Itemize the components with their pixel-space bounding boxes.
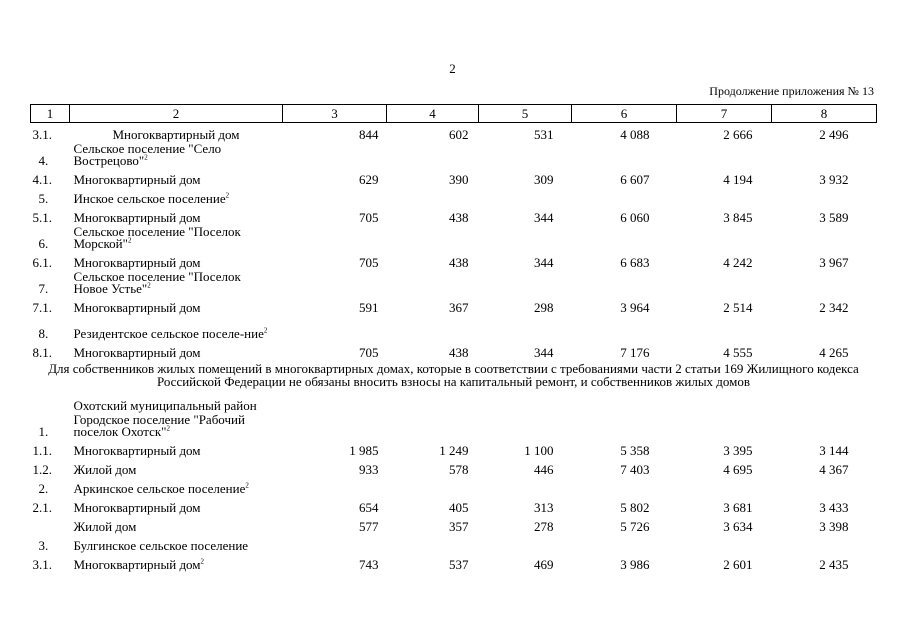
row-name	[70, 315, 283, 341]
row-number	[31, 515, 70, 534]
value-cell-col-4	[387, 477, 479, 496]
value-cell-col-6	[572, 225, 677, 251]
value-cell-col-8: 2 496	[819, 126, 849, 142]
row-name	[70, 341, 283, 360]
row-number: 3.	[38, 537, 49, 553]
value-cell-col-5	[479, 413, 572, 439]
value-cell-col-3	[283, 413, 387, 439]
row-name	[70, 142, 283, 168]
table-row	[31, 315, 877, 341]
value-cell-col-4	[387, 394, 479, 413]
value-cell-col-3	[283, 142, 387, 168]
footnote-marker: 2	[147, 281, 151, 290]
row-name	[70, 394, 283, 413]
row-name-text: Многоквартирный дом	[73, 299, 201, 315]
table-row	[31, 553, 877, 572]
row-number: 1.1.	[32, 442, 52, 458]
row-name-text: Сельское поселение "Село Вострецово"$^2$	[73, 140, 222, 168]
row-number: 6.	[38, 235, 49, 251]
value-cell-col-7: 4 695	[723, 461, 753, 477]
value-cell-col-3	[283, 187, 387, 206]
value-cell-col-5	[479, 315, 572, 341]
value-cell-col-7: 3 845	[723, 209, 753, 225]
row-name	[70, 168, 283, 187]
row-name	[70, 270, 283, 296]
row-name-text: Аркинское сельское поселение	[73, 480, 246, 496]
row-name	[70, 296, 283, 315]
row-name	[70, 187, 283, 206]
value-cell-col-4: 1 249	[439, 442, 469, 458]
value-cell-col-4: 537	[449, 556, 469, 572]
row-name-text: Многоквартирный дом	[73, 171, 201, 187]
table-row	[31, 515, 877, 534]
row-name	[70, 123, 283, 142]
value-cell-col-8: 4 367	[819, 461, 849, 477]
row-number: 4.1.	[32, 171, 52, 187]
footnote-marker: 2	[200, 557, 205, 566]
value-cell-col-6	[572, 315, 677, 341]
value-cell-col-3: 705	[359, 344, 379, 360]
value-cell-col-8: 4 265	[819, 344, 849, 360]
value-cell-col-8: 2 435	[819, 556, 849, 572]
value-cell-col-6: 3 986	[620, 556, 650, 572]
value-cell-col-8	[772, 315, 877, 341]
value-cell-col-8: 3 967	[819, 254, 849, 270]
value-cell-col-7	[677, 394, 772, 413]
value-cell-col-6: 6 060	[620, 209, 650, 225]
column-header: 8	[772, 105, 877, 123]
column-header: 1	[31, 105, 70, 123]
value-cell-col-5	[479, 394, 572, 413]
value-cell-col-8: 3 398	[819, 518, 849, 534]
row-name-text: Многоквартирный дом	[73, 254, 201, 270]
row-number	[31, 394, 70, 413]
table-row	[31, 168, 877, 187]
value-cell-col-7: 4 194	[723, 171, 753, 187]
value-cell-col-8	[772, 534, 877, 553]
row-number: 5.1.	[32, 209, 52, 225]
row-name-text: Многоквартирный дом	[73, 209, 201, 225]
value-cell-col-5	[479, 477, 572, 496]
value-cell-col-7: 3 681	[723, 499, 753, 515]
value-cell-col-7	[677, 187, 772, 206]
value-cell-col-6	[572, 270, 677, 296]
value-cell-col-5: 344	[534, 209, 554, 225]
value-cell-col-3	[283, 394, 387, 413]
table-row	[31, 225, 877, 251]
value-cell-col-8	[772, 142, 877, 168]
row-number: 8.1.	[32, 344, 52, 360]
value-cell-col-6: 7 403	[620, 461, 650, 477]
column-header: 7	[677, 105, 772, 123]
row-number: 1.2.	[32, 461, 52, 477]
row-name	[70, 553, 283, 572]
value-cell-col-3	[283, 225, 387, 251]
value-cell-col-7: 2 514	[723, 299, 753, 315]
value-cell-col-3	[283, 534, 387, 553]
value-cell-col-5: 469	[534, 556, 554, 572]
row-name	[70, 534, 283, 553]
value-cell-col-6	[572, 394, 677, 413]
value-cell-col-6	[572, 477, 677, 496]
footnote-marker: 2	[263, 326, 268, 335]
row-name	[70, 515, 283, 534]
row-name-text: Резидентское сельское поселе-ние$^2$	[73, 325, 268, 341]
row-name	[70, 439, 283, 458]
value-cell-col-4: 438	[449, 209, 469, 225]
table-body-owners	[31, 394, 877, 572]
row-name-text: Многоквартирный дом	[73, 556, 201, 572]
row-number: 1.	[38, 423, 49, 439]
value-cell-col-4: 390	[449, 171, 469, 187]
row-name	[70, 413, 283, 439]
column-header: 3	[283, 105, 387, 123]
value-cell-col-3: 933	[359, 461, 379, 477]
value-cell-col-8	[772, 477, 877, 496]
row-name-text: Многоквартирный дом	[112, 126, 240, 142]
row-name	[70, 225, 283, 251]
row-number: 2.1.	[32, 499, 52, 515]
table-row	[31, 496, 877, 515]
value-cell-col-6	[572, 534, 677, 553]
value-cell-col-5	[479, 142, 572, 168]
value-cell-col-5: 344	[534, 254, 554, 270]
page-number: 2	[449, 61, 456, 76]
value-cell-col-7	[677, 315, 772, 341]
value-cell-col-7: 2 666	[723, 126, 753, 142]
row-number: 8.	[38, 325, 49, 341]
table-row	[31, 187, 877, 206]
column-header: 5	[479, 105, 572, 123]
row-name-text: Сельское поселение "Поселок Морской"$^2$	[73, 223, 241, 251]
value-cell-col-7	[677, 225, 772, 251]
value-cell-col-5: 313	[534, 499, 554, 515]
footnote-marker: 2	[166, 424, 170, 433]
value-cell-col-5: 278	[534, 518, 554, 534]
row-number: 6.1.	[32, 254, 52, 270]
table-row	[31, 251, 877, 270]
value-cell-col-3: 629	[359, 171, 379, 187]
table-row	[31, 394, 877, 413]
value-cell-col-8	[772, 225, 877, 251]
value-cell-col-7	[677, 477, 772, 496]
row-name-text: Многоквартирный дом	[73, 499, 201, 515]
table-row	[31, 477, 877, 496]
value-cell-col-6: 7 176	[620, 344, 650, 360]
table-row	[31, 123, 877, 142]
row-name-text: Охотский муниципальный район	[73, 397, 257, 413]
value-cell-col-8	[772, 270, 877, 296]
value-cell-col-6	[572, 187, 677, 206]
value-cell-col-4: 438	[449, 344, 469, 360]
value-cell-col-3: 743	[359, 556, 379, 572]
table-row	[31, 534, 877, 553]
value-cell-col-5: 1 100	[524, 442, 554, 458]
value-cell-col-8	[772, 413, 877, 439]
value-cell-col-3: 591	[359, 299, 379, 315]
footnote-marker: 2	[225, 191, 230, 200]
value-cell-col-4	[387, 413, 479, 439]
table-row	[31, 341, 877, 360]
row-number: 7.1.	[32, 299, 52, 315]
value-cell-col-3: 705	[359, 254, 379, 270]
footnote-marker: 2	[144, 153, 148, 162]
value-cell-col-4: 357	[449, 518, 469, 534]
value-cell-col-8: 3 433	[819, 499, 849, 515]
value-cell-col-5	[479, 534, 572, 553]
row-number: 3.1.	[32, 556, 52, 572]
value-cell-col-8	[772, 394, 877, 413]
value-cell-col-5: 531	[534, 126, 554, 142]
row-name	[70, 206, 283, 225]
row-number: 3.1.	[32, 126, 52, 142]
value-cell-col-6	[572, 413, 677, 439]
table-note-section	[31, 360, 877, 394]
row-name	[70, 477, 283, 496]
value-cell-col-3: 577	[359, 518, 379, 534]
value-cell-col-3	[283, 477, 387, 496]
value-cell-col-5: 309	[534, 171, 554, 187]
value-cell-col-6	[572, 142, 677, 168]
row-name	[70, 458, 283, 477]
row-name-text: Сельское поселение "Поселок Новое Устье"$^2$	[73, 268, 241, 296]
value-cell-col-5	[479, 270, 572, 296]
column-number-header-row	[31, 105, 877, 123]
table-row	[31, 142, 877, 168]
row-name-text: Многоквартирный дом	[73, 344, 201, 360]
value-cell-col-8: 3 144	[819, 442, 849, 458]
value-cell-col-7	[677, 142, 772, 168]
footnote-marker: 2	[127, 236, 132, 245]
row-name-text: Булгинское сельское поселение	[73, 537, 249, 553]
row-name-text: Многоквартирный дом	[73, 442, 201, 458]
value-cell-col-3	[283, 270, 387, 296]
row-name	[70, 251, 283, 270]
value-cell-col-3	[283, 315, 387, 341]
value-cell-col-4: 578	[449, 461, 469, 477]
value-cell-col-7: 2 601	[723, 556, 753, 572]
value-cell-col-4: 405	[449, 499, 469, 515]
value-cell-col-4: 367	[449, 299, 469, 315]
value-cell-col-3: 654	[359, 499, 379, 515]
value-cell-col-6: 5 358	[620, 442, 650, 458]
value-cell-col-7	[677, 270, 772, 296]
footnote-marker: 2	[245, 481, 249, 490]
value-cell-col-7: 3 395	[723, 442, 753, 458]
value-cell-col-5: 446	[534, 461, 554, 477]
tariff-table	[30, 104, 877, 572]
value-cell-col-4: 438	[449, 254, 469, 270]
value-cell-col-6: 5 726	[620, 518, 650, 534]
value-cell-col-3: 705	[359, 209, 379, 225]
value-cell-col-7	[677, 413, 772, 439]
value-cell-col-4	[387, 534, 479, 553]
value-cell-col-4	[387, 225, 479, 251]
row-name-text: Жилой дом	[73, 461, 137, 477]
table-note: Для собственников жилых помещений в многоквартирных домах, которые в соответствии с требованиями части 2 статьи 169 Жилищного кодекса Российской Федерации не обязаны вносить взносы на капитальный ремонт, и собственников жилых домов	[48, 360, 859, 389]
value-cell-col-6: 6 607	[620, 171, 650, 187]
row-name-text: Городское поселение "Рабочий поселок Охотск"$^2$	[73, 411, 245, 439]
table-row	[31, 296, 877, 315]
value-cell-col-4	[387, 142, 479, 168]
value-cell-col-5	[479, 187, 572, 206]
table-row	[31, 206, 877, 225]
value-cell-col-5: 298	[534, 299, 554, 315]
value-cell-col-5: 344	[534, 344, 554, 360]
column-header: 6	[572, 105, 677, 123]
table-row	[31, 413, 877, 439]
row-number: 7.	[38, 280, 49, 296]
value-cell-col-6: 6 683	[620, 254, 650, 270]
value-cell-col-6: 3 964	[620, 299, 650, 315]
column-header: 4	[387, 105, 479, 123]
value-cell-col-8	[772, 187, 877, 206]
table-row	[31, 439, 877, 458]
column-header: 2	[70, 105, 283, 123]
value-cell-col-3: 1 985	[349, 442, 379, 458]
value-cell-col-5	[479, 225, 572, 251]
value-cell-col-3: 844	[359, 126, 379, 142]
value-cell-col-7: 4 555	[723, 344, 753, 360]
value-cell-col-8: 3 589	[819, 209, 849, 225]
table-body-main	[31, 123, 877, 360]
value-cell-col-6: 5 802	[620, 499, 650, 515]
row-number: 2.	[38, 480, 49, 496]
row-name-text: Инское сельское поселение	[73, 190, 226, 206]
row-number: 4.	[38, 152, 49, 168]
value-cell-col-6: 4 088	[620, 126, 650, 142]
value-cell-col-4: 602	[449, 126, 469, 142]
table-row	[31, 270, 877, 296]
row-number: 5.	[38, 190, 49, 206]
row-name-text: Жилой дом	[73, 518, 137, 534]
table-row	[31, 458, 877, 477]
value-cell-col-4	[387, 315, 479, 341]
continuation-caption: Продолжение приложения № 13	[709, 84, 874, 98]
value-cell-col-8: 3 932	[819, 171, 849, 187]
value-cell-col-7: 3 634	[723, 518, 753, 534]
value-cell-col-7: 4 242	[723, 254, 753, 270]
value-cell-col-4	[387, 270, 479, 296]
row-name	[70, 496, 283, 515]
value-cell-col-8: 2 342	[819, 299, 849, 315]
value-cell-col-7	[677, 534, 772, 553]
note-row	[31, 360, 877, 394]
value-cell-col-4	[387, 187, 479, 206]
